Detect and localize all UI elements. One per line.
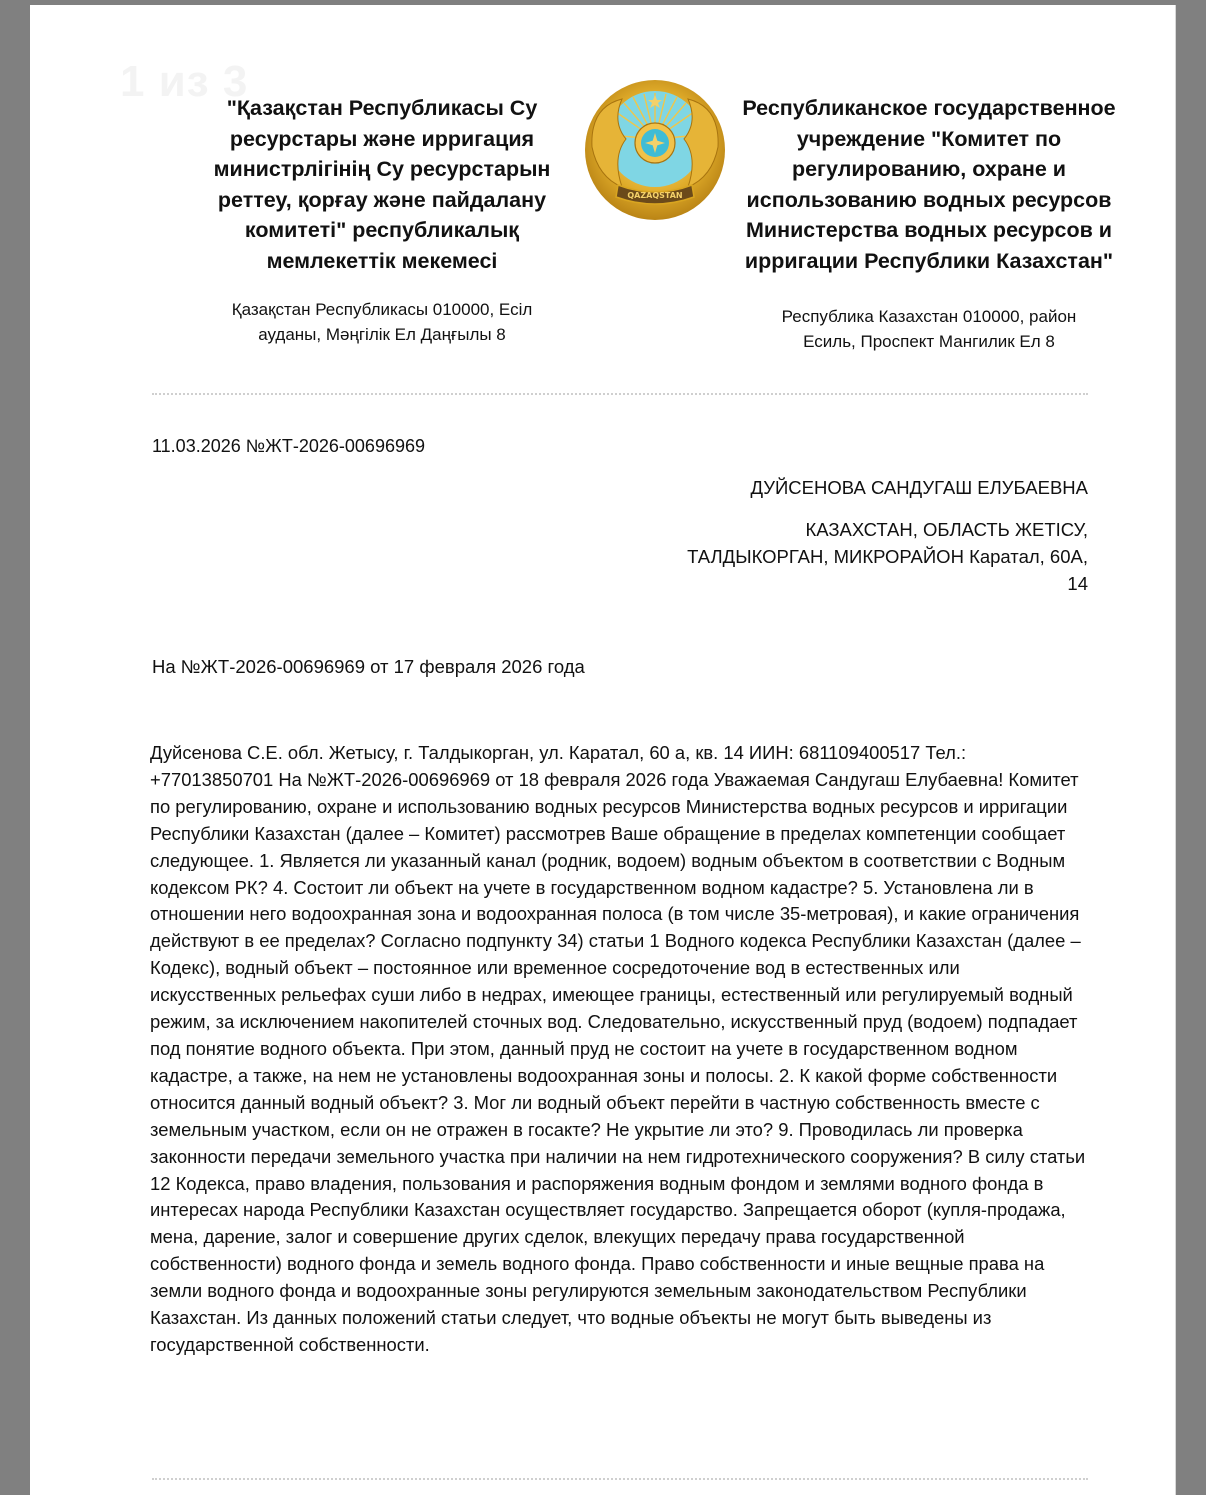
title-line: Республиканское государственное bbox=[742, 96, 1116, 120]
header-left-org-title-kz bbox=[192, 93, 572, 277]
address-line: Қазақстан Республикасы 010000, Есіл bbox=[231, 300, 533, 319]
footer-divider bbox=[152, 1478, 1088, 1480]
recipient-address bbox=[618, 516, 1088, 597]
letter-body: Дуйсенова С.Е. обл. Жетысу, г. Талдыкорган, ул. Каратал, 60 а, кв. 14 ИИН: 681109400517 Тел.: +77013850701 На №ЖТ-2026-00696969 от 18 февраля 2026 года Уважаемая Сандугаш Елубаевна! Комитет по регулированию, охране и использованию водных ресурсов Министерства водных ресурсов и ирригации Республики Казахстан (далее – Комитет) рассмотрев Ваше обращение в пределах компетенции сообщает следующее. 1. Является ли указанный канал (родник, водоем) водным объектом в соответствии с Водным кодексом РК? 4. Состоит ли объект на учете в государственном водном кадастре? 5. Установлена ли в отношении него водоохранная зона и водоохранная полоса (в том числе 35-метровая), и какие ограничения действуют в ее пределах? Согласно подпункту 34) статьи 1 Водного кодекса Республики Казахстан (далее – Кодекс), водный объект – постоянное или временное сосредоточение вод в естественных или искусственных рельефах суши либо в недрах, имеющее границы, естественный или регулируемый водный режим, за исключением накопителей сточных вод. Следовательно, искусственный пруд (водоем) подпадает под понятие водного объекта. При этом, данный пруд не состоит на учете в государственном водном кадастре, а также, на нем не установлены водоохранная зоны и полосы. 2. К какой форме собственности относится данный водный объект? 3. Мог ли водный объект перейти в частную собственность вместе с земельным участком, если он не отражен в госакте? Не укрытие ли это? 9. Проводилась ли проверка законности передачи земельного участка при наличии на нем гидротехнического сооружения? В силу статьи 12 Кодекса, право владения, пользования и распоряжения водным фондом и землями водного фонда в интересах народа Республики Казахстан осуществляет государство. Запрещается оборот (купля-продажа, мена, дарение, залог и совершение других сделок, влекущих передачу права государственной собственности) водного фонда и земель водного фонда. Право собственности и иные вещные права на земли водного фонда и водоохранные зоны регулируются земельным законодательством Республики Казахстан. Из данных положений статьи следует, что водные объекты не могут быть выведены из государственной собственности. bbox=[150, 742, 1086, 1355]
header-divider bbox=[152, 393, 1088, 395]
outgoing-date-and-number: 11.03.2026 №ЖТ-2026-00696969 bbox=[152, 436, 425, 456]
title-line: мемлекеттік мекемесі bbox=[266, 248, 498, 273]
title-line: министрлігінің Су ресурстарын bbox=[213, 157, 551, 182]
address-line: КАЗАХСТАН, ОБЛАСТЬ ЖЕТІСУ, bbox=[805, 519, 1088, 540]
header-right-address-ru bbox=[745, 304, 1113, 354]
header-left-address-kz bbox=[192, 297, 572, 347]
address-line: Республика Казахстан 010000, район bbox=[781, 307, 1077, 326]
title-line: использованию водных ресурсов bbox=[746, 187, 1112, 212]
page-counter-watermark: 1 из 3 bbox=[120, 57, 249, 106]
title-line: комитеті" республикалық bbox=[244, 218, 520, 243]
address-line: Есиль, Проспект Мангилик Ел 8 bbox=[803, 332, 1055, 351]
title-line: регулированию, охране и bbox=[791, 157, 1067, 182]
title-line: ресурстары және ирригация bbox=[229, 126, 535, 151]
svg-text:QAZAQSTAN: QAZAQSTAN bbox=[627, 191, 683, 200]
state-emblem-icon bbox=[582, 77, 728, 223]
title-line: ирригации Республики Казахстан" bbox=[744, 248, 1114, 273]
header-right-org-title-ru bbox=[720, 93, 1138, 277]
title-line: "Қазақстан Республикасы Су bbox=[226, 96, 538, 120]
reply-reference: На №ЖТ-2026-00696969 от 17 февраля 2026 года bbox=[152, 656, 585, 677]
address-line: ауданы, Мәңгілік Ел Даңғылы 8 bbox=[258, 325, 506, 344]
title-line: Министерства водных ресурсов и bbox=[745, 218, 1113, 243]
title-line: реттеу, қорғау және пайдалану bbox=[217, 187, 547, 212]
recipient-name: ДУЙСЕНОВА САНДУГАШ ЕЛУБАЕВНА bbox=[750, 477, 1088, 498]
address-line: ТАЛДЫКОРГАН, МИКРОРАЙОН Каратал, 60А, bbox=[687, 546, 1088, 567]
title-line: учреждение "Комитет по bbox=[796, 126, 1062, 151]
address-line: 14 bbox=[1067, 573, 1088, 594]
